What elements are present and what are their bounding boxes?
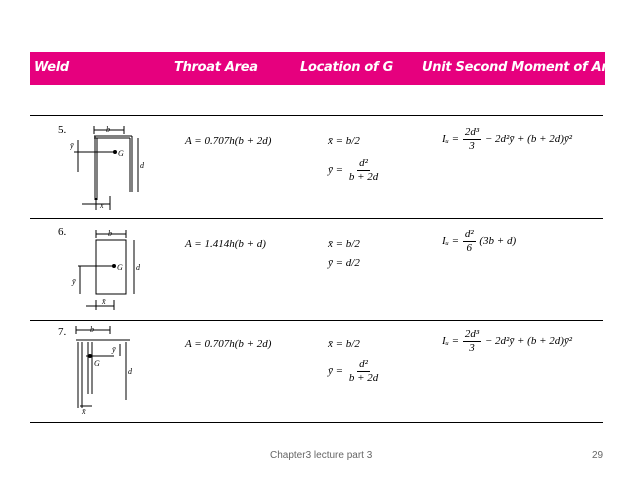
row-divider: [30, 422, 603, 423]
label-d: d: [140, 161, 144, 170]
header-location: Location of G: [300, 60, 393, 75]
svg-text:G: G: [117, 263, 123, 272]
unit-moment-formula: Iᵤ = $\frac{\text{2d³}}{3}$ − 2d²ȳ + (b + 2d)ȳ²: [442, 126, 573, 152]
row-divider: [30, 320, 603, 321]
svg-text:x̄: x̄: [82, 407, 86, 416]
row-divider: [30, 115, 603, 116]
label-y: ȳ: [70, 141, 74, 150]
row-number: 6.: [58, 226, 67, 238]
table-header: [30, 52, 625, 85]
location-x: x̄ = b/2: [328, 238, 360, 250]
weld-figure-7: [66, 322, 150, 416]
label-G: G: [118, 149, 124, 158]
location-x: x̄ = b/2: [328, 338, 360, 350]
throat-area-formula: A = 1.414h(b + d): [185, 238, 266, 250]
weld-figure-6: [70, 226, 150, 312]
label-x: x̄: [100, 201, 104, 210]
header-weld: Weld: [34, 60, 69, 75]
footer-text: Chapter3 lecture part 3: [270, 450, 373, 461]
unit-moment-formula: Iᵤ = $\frac{\text{2d³}}{3}$ − 2d²ȳ + (b + 2d)ȳ²: [442, 328, 573, 354]
row-number: 7.: [58, 326, 67, 338]
label-b: b: [106, 125, 110, 134]
svg-text:ȳ: ȳ: [72, 277, 76, 286]
svg-text:d: d: [136, 263, 140, 272]
location-y: ȳ = d/2: [328, 257, 360, 269]
unit-moment-formula: Iᵤ = $\frac{\text{d²}}{6}$ (3b + d): [442, 228, 517, 254]
location-y: ȳ = $\frac{\text{d²}}{b + 2d}$: [328, 157, 379, 183]
location-x: x̄ = b/2: [328, 135, 360, 147]
svg-text:ȳ: ȳ: [112, 345, 116, 354]
header-throat-area: Throat Area: [174, 60, 258, 75]
svg-text:d: d: [128, 367, 132, 376]
svg-text:x̄: x̄: [102, 297, 106, 306]
row-number: 5.: [58, 124, 67, 136]
location-y: ȳ = $\frac{\text{d²}}{b + 2d}$: [328, 358, 379, 384]
svg-text:b: b: [90, 325, 94, 334]
throat-area-formula: A = 0.707h(b + 2d): [185, 135, 272, 147]
svg-text:G: G: [94, 359, 100, 368]
page-number: 29: [592, 450, 604, 461]
svg-text:b: b: [108, 229, 112, 238]
row-divider: [30, 218, 603, 219]
throat-area-formula: A = 0.707h(b + 2d): [185, 338, 272, 350]
weld-figure-5: [70, 122, 150, 212]
header-unit-moment: Unit Second Moment of Area: [422, 60, 625, 75]
